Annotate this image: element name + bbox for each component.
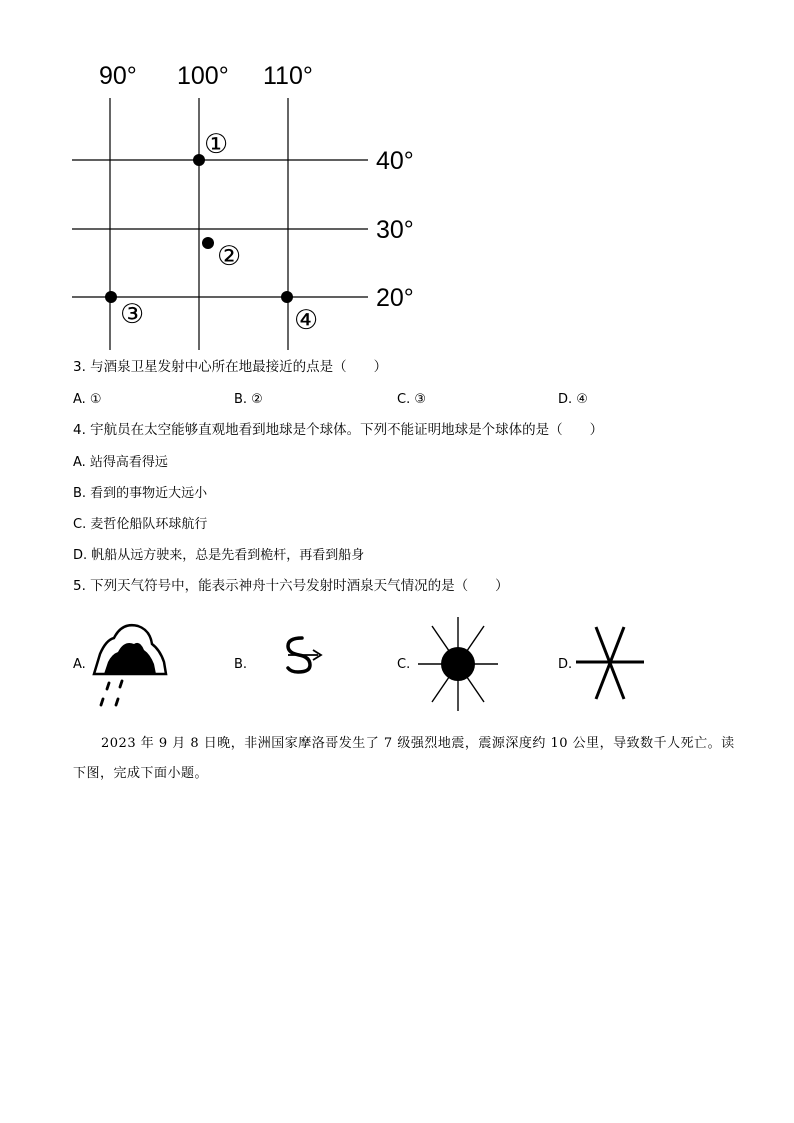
question-5-stem: 5. 下列天气符号中，能表示神舟十六号发射时酒泉天气情况的是（ ）	[73, 578, 509, 594]
question-3-option-b: B. ②	[234, 392, 263, 407]
point-3-dot	[105, 291, 117, 303]
thunderstorm-rain-icon	[88, 618, 170, 710]
point-2-label: ②	[217, 241, 242, 272]
latitude-label: 40°	[376, 147, 414, 175]
question-4-option-a: A. 站得高看得远	[73, 455, 168, 470]
longitude-label: 100°	[177, 62, 229, 90]
passage-line-1: 2023 年 9 月 8 日晚，非洲国家摩洛哥发生了 7 级强烈地震，震源深度约 10 公里，导致数千人死亡。读	[101, 736, 735, 751]
latitude-label: 20°	[376, 284, 414, 312]
latitude-label: 30°	[376, 216, 414, 244]
sandstorm-icon	[282, 634, 326, 676]
point-2-dot	[202, 237, 214, 249]
question-4-option-b: B. 看到的事物近大远小	[73, 486, 208, 501]
question-3-option-c: C. ③	[397, 392, 426, 407]
question-5-option-c: C.	[397, 657, 411, 672]
snow-icon	[574, 625, 646, 701]
point-4-label: ④	[294, 305, 319, 336]
question-4-option-c: C. 麦哲伦船队环球航行	[73, 517, 208, 532]
point-3-label: ③	[120, 299, 145, 330]
question-4-option-d: D. 帆船从远方驶来，总是先看到桅杆，再看到船身	[73, 548, 365, 563]
question-4-stem: 4. 宇航员在太空能够直观地看到地球是个球体。下列不能证明地球是个球体的是（ ）	[73, 422, 604, 438]
longitude-label: 110°	[263, 62, 313, 90]
passage-line-2: 下图，完成下面小题。	[73, 766, 209, 781]
point-4-dot	[281, 291, 293, 303]
question-5-option-a: A.	[73, 657, 86, 672]
question-5-option-d: D.	[558, 657, 573, 672]
question-3-stem: 3. 与酒泉卫星发射中心所在地最接近的点是（ ）	[73, 359, 388, 375]
question-3-option-d: D. ④	[558, 392, 588, 407]
question-5-option-b: B.	[234, 657, 248, 672]
sunny-icon	[416, 615, 500, 713]
point-1-label: ①	[204, 129, 229, 160]
question-3-option-a: A. ①	[73, 392, 102, 407]
longitude-label: 90°	[99, 62, 137, 90]
